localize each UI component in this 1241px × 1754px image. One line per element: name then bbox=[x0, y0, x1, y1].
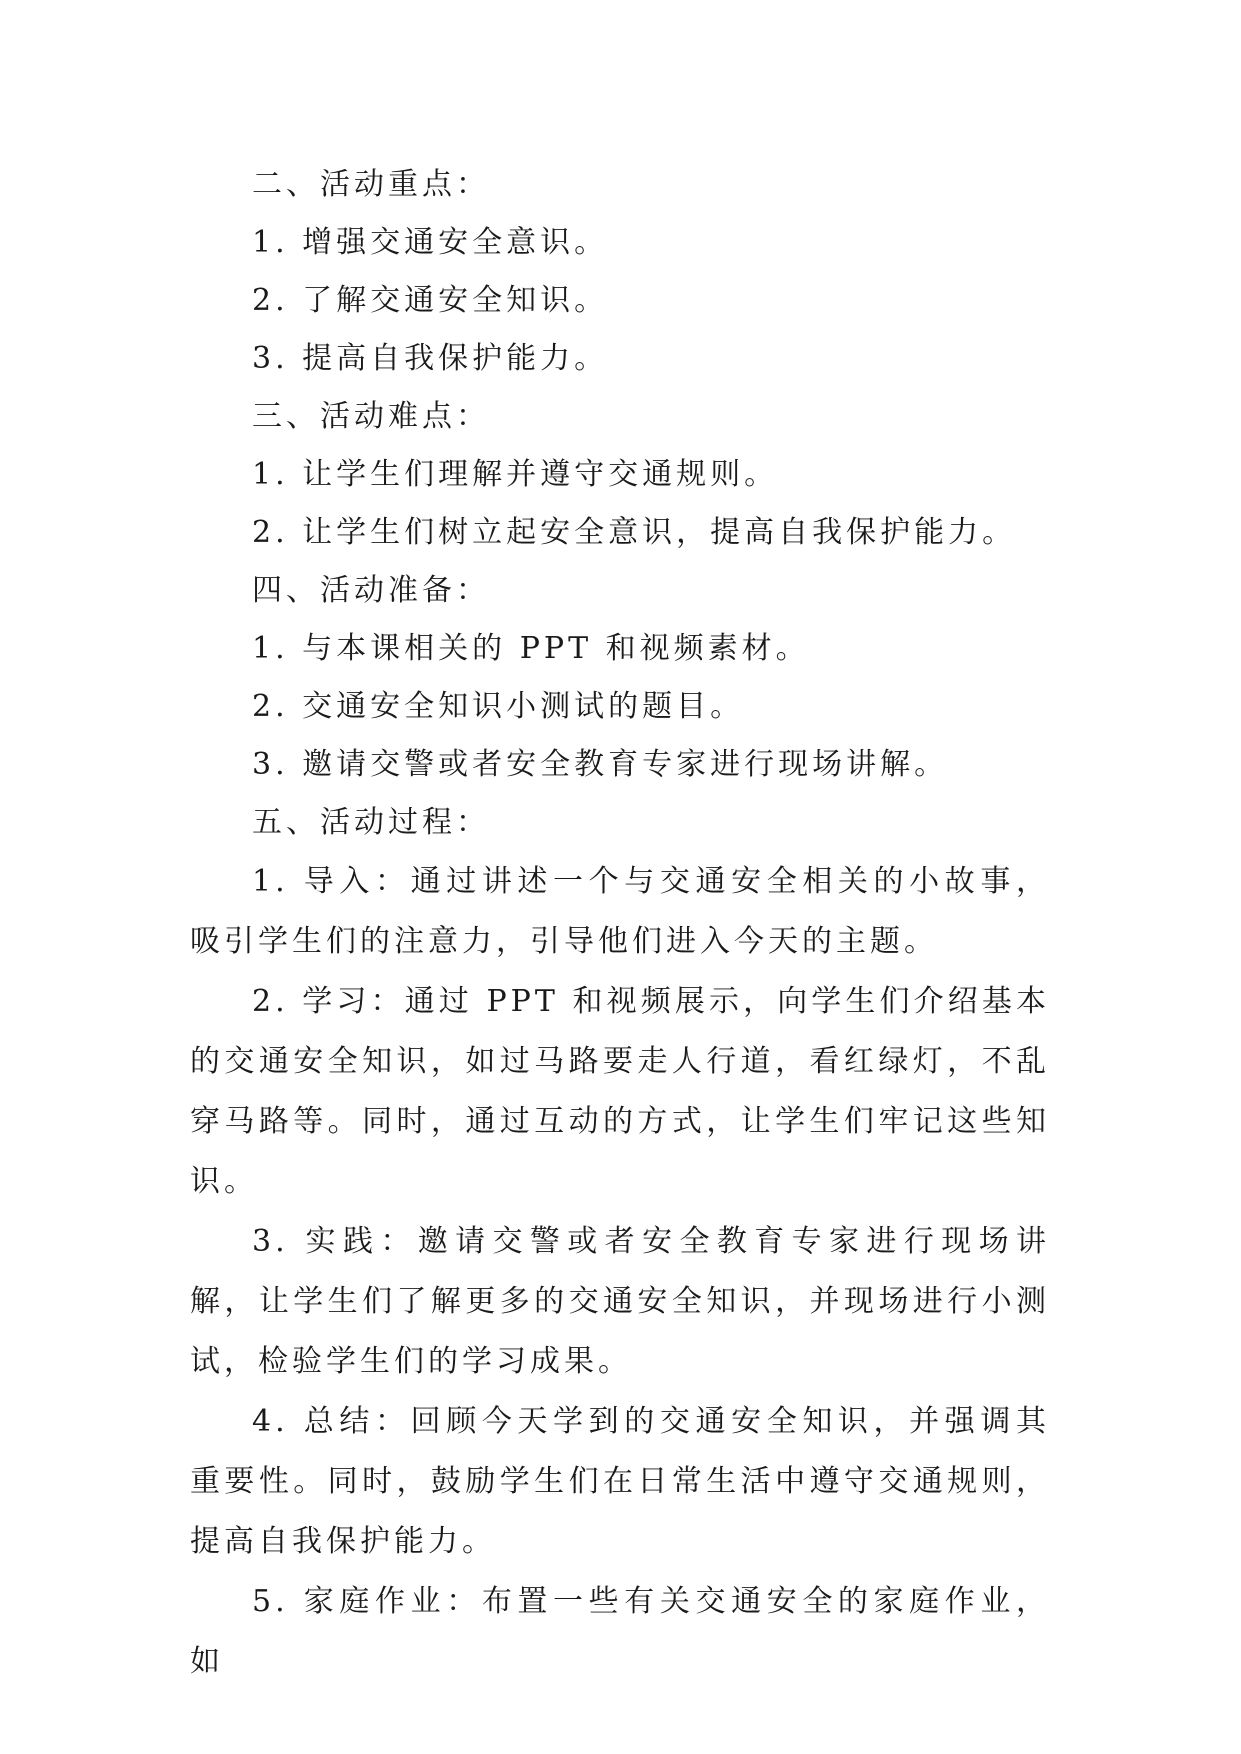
list-item: 2. 了解交通安全知识。 bbox=[252, 283, 609, 318]
list-item: 1. 增强交通安全意识。 bbox=[252, 225, 609, 260]
list-item: 2. 让学生们树立起安全意识，提高自我保护能力。 bbox=[252, 515, 1017, 550]
list-item: 3. 邀请交警或者安全教育专家进行现场讲解。 bbox=[252, 747, 949, 782]
section-heading-process: 五、活动过程： bbox=[252, 805, 490, 840]
section-heading-difficulties: 三、活动难点： bbox=[252, 399, 490, 434]
section-heading-preparation: 四、活动准备： bbox=[252, 573, 490, 608]
process-paragraph: 3. 实践：邀请交警或者安全教育专家进行现场讲解，让学生们了解更多的交通安全知识，并现场进行小测试，检验学生们的学习成果。 bbox=[190, 1224, 1050, 1379]
list-item: 1. 与本课相关的 PPT 和视频素材。 bbox=[252, 631, 810, 666]
list-item: 3. 提高自我保护能力。 bbox=[252, 341, 609, 376]
process-paragraph: 4. 总结：回顾今天学到的交通安全知识，并强调其重要性。同时，鼓励学生们在日常生活中遵守交通规则，提高自我保护能力。 bbox=[190, 1404, 1050, 1559]
section-heading-key-points: 二、活动重点： bbox=[252, 167, 490, 202]
document-page bbox=[190, 156, 1050, 1692]
process-paragraph: 1. 导入：通过讲述一个与交通安全相关的小故事，吸引学生们的注意力，引导他们进入今天的主题。 bbox=[190, 864, 1050, 959]
list-item: 1. 让学生们理解并遵守交通规则。 bbox=[252, 457, 779, 492]
process-paragraph: 2. 学习：通过 PPT 和视频展示，向学生们介绍基本的交通安全知识，如过马路要走人行道，看红绿灯，不乱穿马路等。同时，通过互动的方式，让学生们牢记这些知识。 bbox=[190, 984, 1050, 1199]
process-paragraph: 5. 家庭作业：布置一些有关交通安全的家庭作业，如 bbox=[190, 1584, 1050, 1679]
list-item: 2. 交通安全知识小测试的题目。 bbox=[252, 689, 745, 724]
